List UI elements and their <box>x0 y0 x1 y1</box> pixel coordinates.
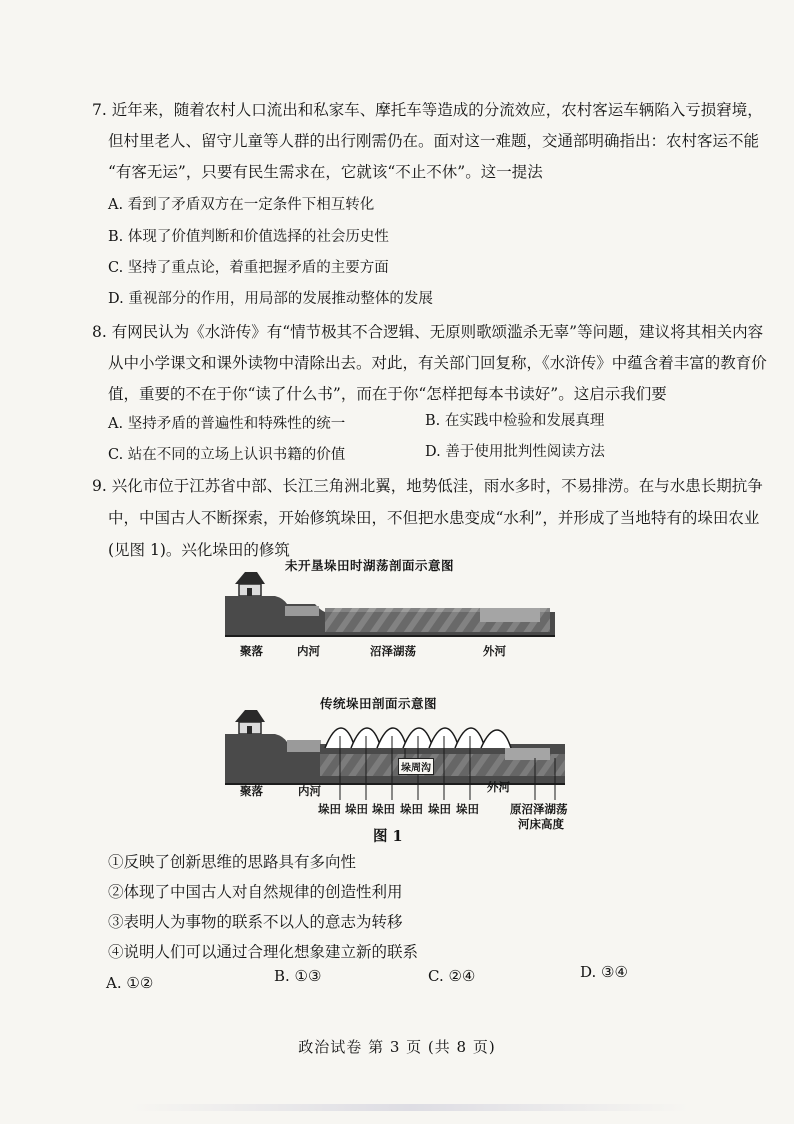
q9-statement-4: ④说明人们可以通过合理化想象建立新的联系 <box>108 943 419 961</box>
q9-stem-line-1: 9. 兴化市位于江苏省中部、长江三角洲北翼，地势低洼，雨水多时，不易排涝。在与水患长期抗争 <box>92 477 763 495</box>
duotian-label-6: 垛田 <box>456 802 479 816</box>
q9-statement-3: ③表明人为事物的联系不以人的意志为转移 <box>108 913 403 931</box>
duotian-label-5: 垛田 <box>428 802 451 816</box>
q8-stem-line-2: 从中小学课文和课外读物中清除出去。对此，有关部门回复称，《水浒传》中蕴含着丰富的教育价 <box>108 354 767 372</box>
q9-statement-1: ①反映了创新思维的思路具有多向性 <box>108 853 357 871</box>
bottom-label-inner-river: 内河 <box>298 784 321 798</box>
duotian-label-4: 垛田 <box>400 802 423 816</box>
outer-river-water <box>505 748 550 760</box>
duotian-label-2: 垛田 <box>345 802 368 816</box>
q8-option-a: A. 坚持矛盾的普遍性和特殊性的统一 <box>108 416 346 432</box>
figure-bottom-title: 传统垛田剖面示意图 <box>320 696 438 711</box>
q9-choice-b: B. ①③ <box>274 967 322 985</box>
inner-river-water <box>285 606 319 616</box>
figure-caption: 图 1 <box>373 828 403 845</box>
figure-top-diagram <box>225 570 575 640</box>
q9-stem-line-3: (见图 1)。兴化垛田的修筑 <box>108 541 290 559</box>
q9-stem-line-2: 中，中国古人不断探索，开始修筑垛田，不但把水患变成“水利”，并形成了当地特有的垛田农业 <box>108 509 760 527</box>
bottom-label-settlement: 聚落 <box>240 784 263 798</box>
bottom-label-outer-river: 外河 <box>487 780 510 794</box>
q7-option-c: C. 坚持了重点论，着重把握矛盾的主要方面 <box>108 260 389 276</box>
inner-river-water <box>287 740 321 752</box>
duotian-label-1: 垛田 <box>318 802 341 816</box>
outer-river-water <box>480 608 540 622</box>
q8-option-d: D. 善于使用批判性阅读方法 <box>425 444 605 460</box>
settlement-house-icon <box>235 572 265 596</box>
q7-option-b: B. 体现了价值判断和价值选择的社会历史性 <box>108 229 389 245</box>
figure-top-title: 未开垦垛田时湖荡剖面示意图 <box>285 558 455 573</box>
q7-option-d: D. 重视部分的作用，用局部的发展推动整体的发展 <box>108 291 433 307</box>
top-label-outer-river: 外河 <box>483 644 506 658</box>
page-footer: 政治试卷 第 3 页 (共 8 页) <box>298 1038 496 1056</box>
q8-stem-line-1: 8. 有网民认为《水浒传》有“情节极其不合逻辑、无原则歌颂滥杀无辜”等问题，建议将其相关内容 <box>92 323 764 341</box>
duotian-label-3: 垛田 <box>372 802 395 816</box>
figure-bottom-diagram <box>225 708 585 803</box>
top-label-marsh-lake: 沼泽湖荡 <box>370 644 416 658</box>
q9-choice-a: A. ①② <box>106 974 154 992</box>
q7-option-a: A. 看到了矛盾双方在一定条件下相互转化 <box>108 197 375 213</box>
riverbed-label-line-1: 原沼泽湖荡 <box>510 802 568 816</box>
q8-option-b: B. 在实践中检验和发展真理 <box>425 413 605 429</box>
settlement-house-icon <box>235 710 265 734</box>
top-label-settlement: 聚落 <box>240 644 263 658</box>
q9-choice-d: D. ③④ <box>580 963 628 981</box>
top-label-inner-river: 内河 <box>297 644 320 658</box>
q8-stem-line-3: 值，重要的不在于你“读了什么书”，而在于你“怎样把每本书读好”。这启示我们要 <box>108 385 667 403</box>
q7-stem-line-1: 7. 近年来，随着农村人口流出和私家车、摩托车等造成的分流效应，农村客运车辆陷入亏损窘境， <box>92 101 763 119</box>
q9-choice-c: C. ②④ <box>428 967 476 985</box>
ditch-label: 垛周沟 <box>398 758 434 775</box>
q7-stem-line-2: 但村里老人、留守儿童等人群的出行刚需仍在。面对这一难题，交通部明确指出：农村客运不能 <box>108 132 760 150</box>
scan-smudge <box>130 1104 690 1111</box>
riverbed-label-line-2: 河床高度 <box>518 817 564 831</box>
q9-statement-2: ②体现了中国古人对自然规律的创造性利用 <box>108 883 403 901</box>
q7-stem-line-3: “有客无运”，只要有民生需求在，它就该“不止不休”。这一提法 <box>108 163 543 181</box>
q8-option-c: C. 站在不同的立场上认识书籍的价值 <box>108 447 346 463</box>
